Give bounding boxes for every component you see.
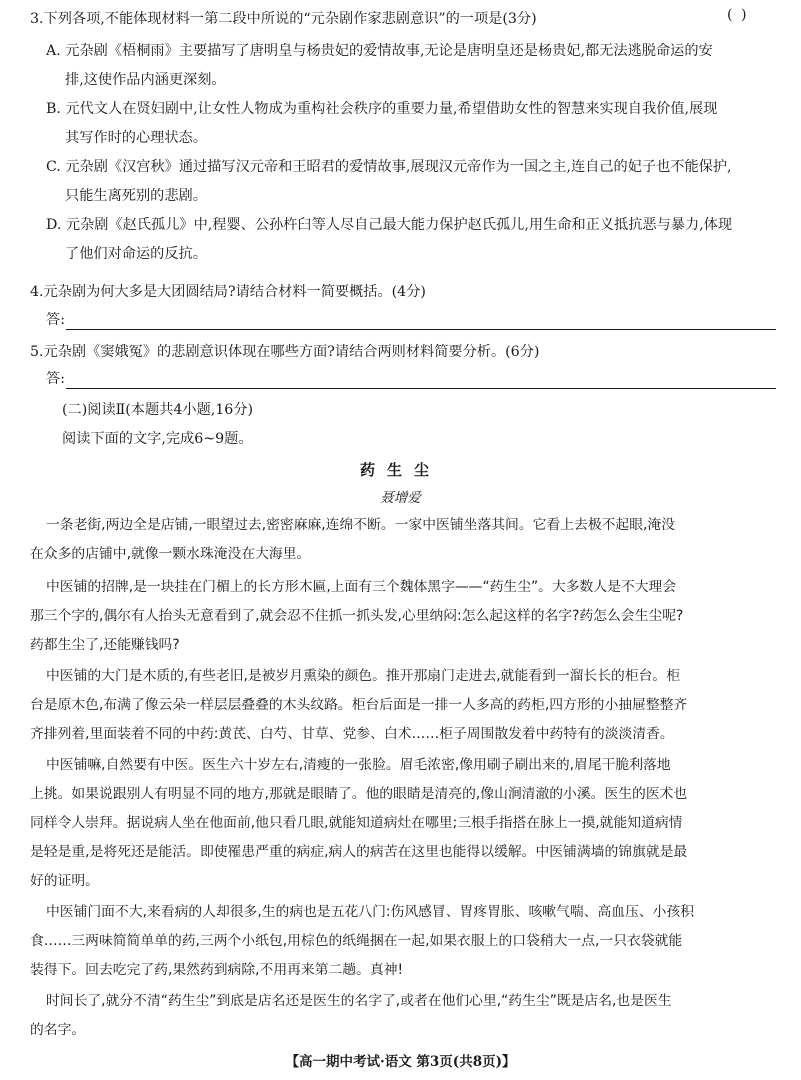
story-line: 那三个字的,偶尔有人抬头无意看到了,就会忍不住抓一抓头发,心里纳闷:怎么起这样的名字?药怎么会生尘呢?: [30, 608, 684, 624]
q3-option-d-line2: 了他们对命运的反抗。: [65, 246, 207, 262]
q3-option-a-line1: A. 元杂剧《梧桐雨》主要描写了唐明皇与杨贵妃的爱情故事,无论是唐明皇还是杨贵妃,都无法逃脱命运的安: [46, 43, 713, 59]
story-line: 上挑。如果说跟别人有明显不同的地方,那就是眼睛了。他的眼睛是清亮的,像山涧清澈的小溪。医生的医术也: [30, 786, 688, 802]
story-line: 的名字。: [30, 1022, 86, 1038]
story-line: 中医铺门面不大,来看病的人却很多,生的病也是五花八门:伤风感冒、胃疼胃胀、咳嗽气喘、高血压、小孩积: [46, 904, 695, 920]
story-title: 药生尘: [359, 461, 441, 479]
story-author: 聂增爱: [380, 490, 421, 506]
story-line: 一条老街,两边全是店铺,一眼望过去,密密麻麻,连绵不断。一家中医铺坐落其间。它看上去极不起眼,淹没: [46, 517, 675, 533]
story-line: 台是原木色,布满了像云朵一样层层叠叠的木头纹路。柜台后面是一排一人多高的药柜,四方形的小抽屉整整齐: [30, 697, 688, 713]
q5-answer-line: [66, 388, 776, 389]
q5-answer-area[interactable]: [46, 370, 776, 392]
story-line: 装得下。回去吃完了药,果然药到病除,不用再来第二趟。真神!: [30, 962, 404, 978]
q3-option-c-line2: 只能生离死别的悲剧。: [65, 188, 207, 204]
q4-answer-area[interactable]: [46, 311, 776, 333]
q3-option-a-line2: 排,这使作品内涵更深刻。: [65, 72, 226, 88]
q3-option-d-line1: D. 元杂剧《赵氏孤儿》中,程婴、公孙杵臼等人尽自己最大能力保护赵氏孤儿,用生命和正义抵抗恶与暴力,体现: [46, 217, 733, 233]
story-line: 食……三两味简简单单的药,三两个小纸包,用棕色的纸绳捆在一起,如果衣服上的口袋稍大一点,一只衣袋就能: [30, 933, 683, 949]
page-footer: 【高一期中考试·语文 第3页(共8页)】: [285, 1054, 516, 1070]
story-line: 中医铺的大门是木质的,有些老旧,是被岁月熏染的颜色。推开那扇门走进去,就能看到一溜长长的柜台。柜: [46, 668, 681, 684]
story-line: 好的证明。: [30, 873, 99, 889]
q3-option-c-line1: C. 元杂剧《汉宫秋》通过描写汉元帝和王昭君的爱情故事,展现汉元帝作为一国之主,连自己的妃子也不能保护,: [46, 159, 732, 175]
q5-stem: 5.元杂剧《窦娥冤》的悲剧意识体现在哪些方面?请结合两则材料简要分析。(6分): [30, 344, 540, 360]
story-line: 时间长了,就分不清“药生尘”到底是店名还是医生的名字了,或者在他们心里,“药生尘”既是店名,也是医生: [46, 993, 672, 1009]
q5-answer-label: 答:: [46, 371, 65, 387]
story-line: 药都生尘了,还能赚钱吗?: [30, 637, 180, 653]
answer-bracket: ( ): [727, 7, 749, 23]
section-heading: (二)阅读Ⅱ(本题共4小题,16分): [62, 402, 254, 418]
section-instruction: 阅读下面的文字,完成6~9题。: [62, 431, 253, 447]
story-line: 在众多的店铺中,就像一颗水珠淹没在大海里。: [30, 546, 311, 562]
q3-option-b-line2: 其写作时的心理状态。: [65, 130, 207, 146]
q4-stem: 4.元杂剧为何大多是大团圆结局?请结合材料一简要概括。(4分): [30, 284, 426, 300]
story-line: 是轻是重,是将死还是能活。即使罹患严重的病症,病人的病苦在这里也能得以缓解。中医铺满墙的锦旗就是最: [30, 844, 688, 860]
q4-answer-label: 答:: [46, 312, 65, 328]
story-line: 中医铺的招牌,是一块挂在门楣上的长方形木匾,上面有三个魏体黑字——“药生尘”。大多数人是不大理会: [46, 579, 677, 595]
story-line: 中医铺嘛,自然要有中医。医生六十岁左右,清瘦的一张脸。眉毛浓密,像用刷子刷出来的,眉尾干脆利落地: [46, 757, 671, 773]
q3-option-b-line1: B. 元代文人在贤妇剧中,让女性人物成为重构社会秩序的重要力量,希望借助女性的智慧来实现自我价值,展现: [46, 101, 718, 117]
q3-stem: 3.下列各项,不能体现材料一第二段中所说的“元杂剧作家悲剧意识”的一项是(3分): [30, 11, 537, 27]
story-line: 齐排列着,里面装着不同的中药:黄芪、白芍、甘草、党参、白术……柜子周围散发着中药特有的淡淡清香。: [30, 726, 674, 742]
q4-answer-line: [66, 329, 776, 330]
story-line: 同样令人崇拜。据说病人坐在他面前,他只看几眼,就能知道病灶在哪里;三根手指搭在脉上一摸,就能知道病情: [30, 815, 683, 831]
